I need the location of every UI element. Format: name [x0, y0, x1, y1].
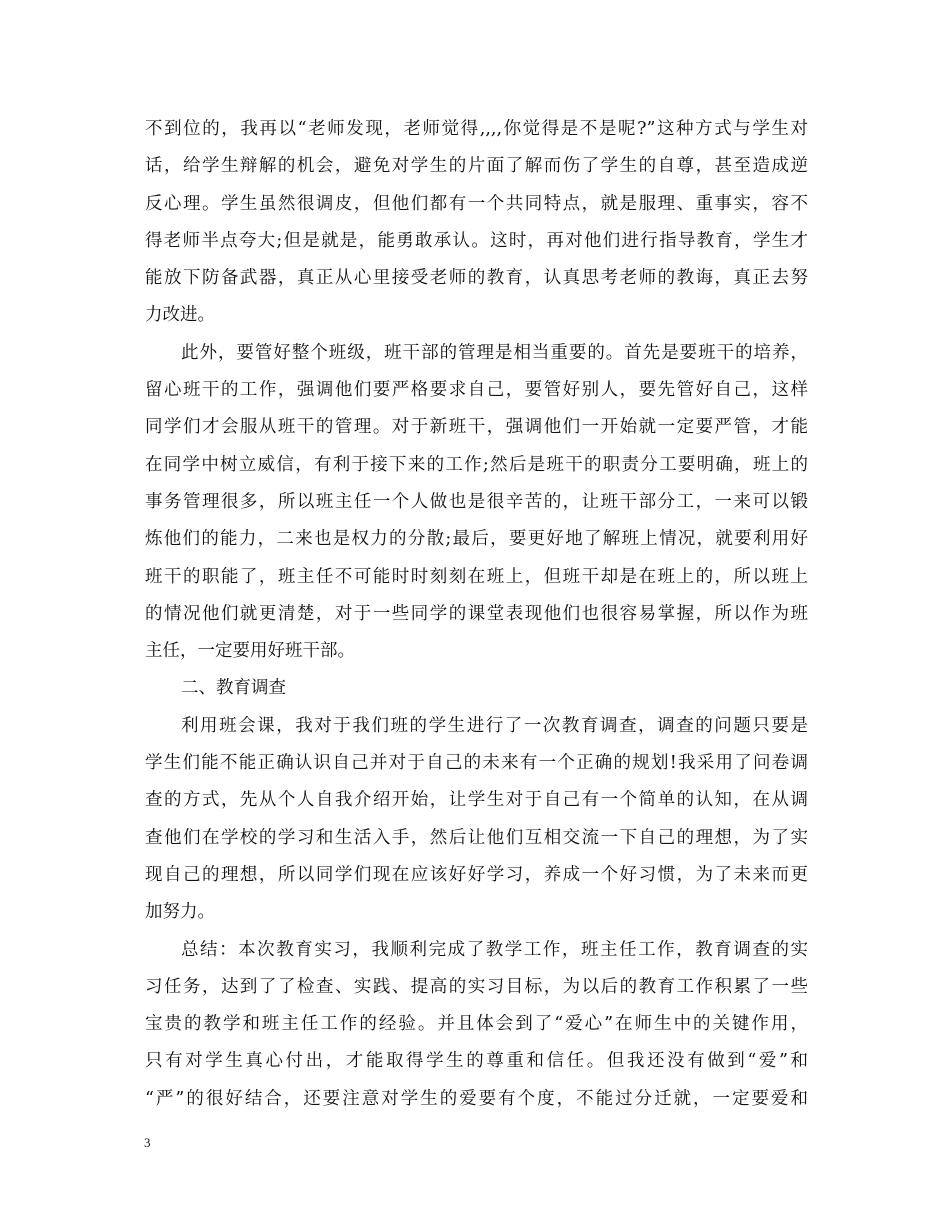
text-line: 的情况他们就更清楚，对于一些同学的课堂表现他们也很容易掌握，所以作为班	[145, 603, 808, 624]
text-line: 得老师半点夸大;但是就是，能勇敢承认。这时，再对他们进行指导教育，学生才	[145, 230, 808, 251]
body-text	[145, 111, 808, 1118]
text-line: 只有对学生真心付出，才能取得学生的尊重和信任。但我还没有做到“爱”和	[145, 1051, 808, 1072]
text-line: 学生们能不能正确认识自己并对于自己的未来有一个正确的规划!我采用了问卷调	[145, 753, 808, 774]
paragraph-first-line: 利用班会课，我对于我们班的学生进行了一次教育调查，调查的问题只要是	[181, 715, 808, 736]
text-line: 班干的职能了，班主任不可能时时刻刻在班上，但班干却是在班上的，所以班上	[145, 566, 808, 587]
text-line: 能放下防备武器，真正从心里接受老师的教育，认真思考老师的教诲，真正去努	[145, 268, 808, 289]
text-line: 查的方式，先从个人自我介绍开始，让学生对于自己有一个简单的认知，在从调	[145, 790, 808, 811]
text-line: 在同学中树立威信，有利于接下来的工作;然后是班干的职责分工要明确，班上的	[145, 454, 808, 475]
paragraph-first-line: 此外，要管好整个班级，班干部的管理是相当重要的。首先是要班干的培养，	[181, 342, 808, 363]
text-line: 留心班干的工作，强调他们要严格要求自己，要管好别人，要先管好自己，这样	[145, 380, 808, 401]
text-line: 查他们在学校的学习和生活入手，然后让他们互相交流一下自己的理想，为了实	[145, 827, 808, 848]
page-number: 3	[144, 1135, 151, 1150]
text-line: 反心理。学生虽然很调皮，但他们都有一个共同特点，就是服理、重事实，容不	[145, 193, 808, 214]
text-line: 习任务，达到了了检查、实践、提高的实习目标，为以后的教育工作积累了一些	[145, 976, 808, 997]
text-line: 宝贵的教学和班主任工作的经验。并且体会到了“爱心”在师生中的关键作用，	[145, 1014, 808, 1035]
section-heading: 二、教育调查	[181, 678, 286, 699]
text-line: 加努力。	[145, 902, 215, 923]
text-line: 炼他们的能力，二来也是权力的分散;最后，要更好地了解班上情况，就要利用好	[145, 529, 808, 550]
text-line: 现自己的理想，所以同学们现在应该好好学习，养成一个好习惯，为了未来而更	[145, 864, 808, 885]
text-line: 主任，一定要用好班干部。	[145, 641, 355, 662]
paragraph-first-line: 总结：本次教育实习，我顺利完成了教学工作，班主任工作，教育调查的实	[181, 939, 808, 960]
text-line: 不到位的，我再以“老师发现，老师觉得,,,,你觉得是不是呢?”这种方式与学生对	[145, 119, 808, 139]
text-line: “严”的很好结合，还要注意对学生的爱要有个度，不能过分迁就，一定要爱和	[145, 1088, 808, 1109]
text-line: 话，给学生辩解的机会，避免对学生的片面了解而伤了学生的自尊，甚至造成逆	[145, 156, 808, 177]
text-line: 力改进。	[145, 305, 215, 326]
text-line: 事务管理很多，所以班主任一个人做也是很辛苦的，让班干部分工，一来可以锻	[145, 491, 808, 512]
text-line: 同学们才会服从班干的管理。对于新班干，强调他们一开始就一定要严管，才能	[145, 417, 808, 438]
